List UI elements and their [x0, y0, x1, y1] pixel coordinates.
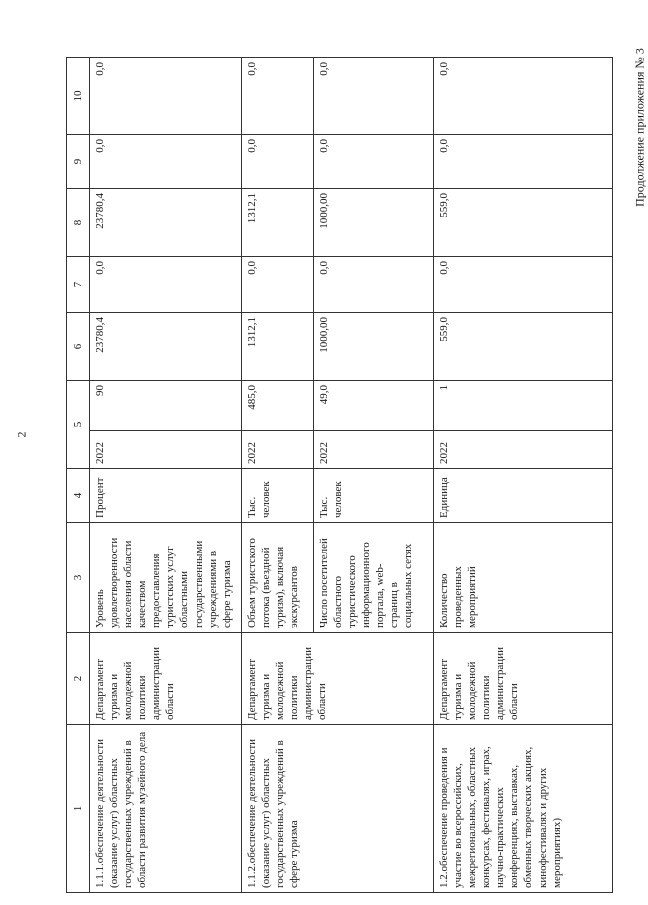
federal-cell: 0,0	[90, 257, 242, 313]
target-value-cell: 1	[434, 381, 613, 431]
regional-cell: 23780,4	[90, 189, 242, 257]
header-cell: 2	[67, 633, 90, 725]
target-value-cell: 485,0	[242, 381, 314, 431]
local-cell: 0,0	[242, 135, 314, 189]
year-cell: 2022	[314, 431, 434, 469]
target-value-cell: 49,0	[314, 381, 434, 431]
page-number: 2	[14, 431, 29, 438]
unit-cell: Единица	[434, 469, 613, 523]
table-row	[90, 58, 242, 893]
indicator-cell: Количество проведенных мероприятий	[434, 523, 613, 633]
regional-cell: 1000,00	[314, 189, 434, 257]
table-row	[434, 58, 613, 893]
header-cell: 9	[67, 135, 90, 189]
header-cell: 3	[67, 523, 90, 633]
other-cell: 0,0	[90, 58, 242, 135]
indicator-cell: Объем туристского потока (въездной туризм), включая экскурсантов	[242, 523, 314, 633]
executor-cell: Департамент туризма и молодежной политики администрации области	[242, 633, 434, 725]
year-cell: 2022	[90, 431, 242, 469]
header-cell: 5	[67, 381, 90, 469]
target-value-cell: 90	[90, 381, 242, 431]
measure-name-cell: 1.2.обеспечение проведения и участие во всероссийских, межрегиональных, областных конкурсах, фестивалях, играх, научно-практических конференциях, выставках, обменных творческих акциях, кинофестивалях и других мероприятиях)	[434, 725, 613, 893]
header-cell: 6	[67, 313, 90, 381]
indicator-cell: Уровень удовлетворенности населения области качеством предоставления туристских услуг областными государственными учреждениями в сфере туризма	[90, 523, 242, 633]
table-container	[66, 58, 613, 893]
header-cell: 1	[67, 725, 90, 893]
measure-name-cell: 1.1.2.обеспечение деятельности (оказание услуг) областных государственных учреждений в сфере туризма	[242, 725, 434, 893]
federal-cell: 0,0	[434, 257, 613, 313]
executor-cell: Департамент туризма и молодежной политики администрации области	[434, 633, 613, 725]
year-cell: 2022	[242, 431, 314, 469]
unit-cell: Тыс. человек	[314, 469, 434, 523]
unit-cell: Процент	[90, 469, 242, 523]
executor-cell: Департамент туризма и молодежной политики администрации области	[90, 633, 242, 725]
header-cell: 7	[67, 257, 90, 313]
federal-cell: 0,0	[314, 257, 434, 313]
header-cell: 10	[67, 58, 90, 135]
federal-cell: 0,0	[242, 257, 314, 313]
other-cell: 0,0	[314, 58, 434, 135]
continuation-caption: Продолжение приложения № 3	[632, 48, 647, 207]
other-cell: 0,0	[434, 58, 613, 135]
table-row	[242, 58, 314, 893]
year-cell: 2022	[434, 431, 613, 469]
regional-cell: 1312,1	[242, 189, 314, 257]
header-row	[67, 58, 90, 893]
total-cell: 559,0	[434, 313, 613, 381]
regional-cell: 559,0	[434, 189, 613, 257]
header-cell: 4	[67, 469, 90, 523]
total-cell: 23780,4	[90, 313, 242, 381]
indicator-cell: Число посетителей областного туристического информационного портала, web-страниц в социальных сетях	[314, 523, 434, 633]
total-cell: 1312,1	[242, 313, 314, 381]
other-cell: 0,0	[242, 58, 314, 135]
measure-name-cell: 1.1.1.обеспечение деятельности (оказание услуг) областных государственных учреждений в области развития музейного дела	[90, 725, 242, 893]
data-table	[66, 57, 613, 893]
header-cell: 8	[67, 189, 90, 257]
unit-cell: Тыс. человек	[242, 469, 314, 523]
local-cell: 0,0	[90, 135, 242, 189]
local-cell: 0,0	[314, 135, 434, 189]
local-cell: 0,0	[434, 135, 613, 189]
total-cell: 1000,00	[314, 313, 434, 381]
